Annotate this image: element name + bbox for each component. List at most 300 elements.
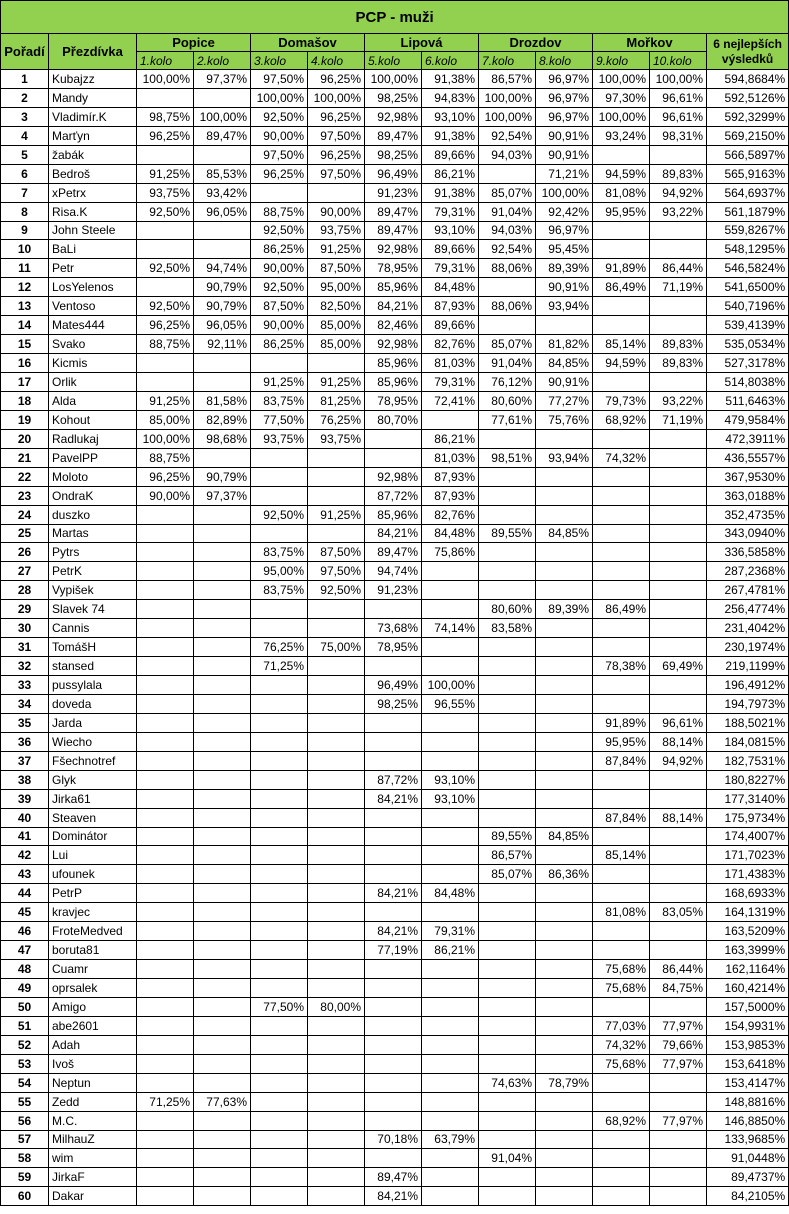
round-score-cell: 85,07% bbox=[479, 183, 536, 202]
round-score-cell: 79,31% bbox=[422, 202, 479, 221]
total-cell: 367,9530% bbox=[707, 467, 789, 486]
rank-cell: 2 bbox=[1, 88, 49, 107]
total-cell: 267,4781% bbox=[707, 581, 789, 600]
nick-cell: abe2601 bbox=[49, 1016, 137, 1035]
round-score-cell bbox=[137, 713, 194, 732]
round-header: 5.kolo bbox=[365, 52, 422, 70]
round-score-cell: 96,25% bbox=[308, 70, 365, 89]
round-score-cell: 91,04% bbox=[479, 202, 536, 221]
round-score-cell bbox=[308, 808, 365, 827]
rank-cell: 11 bbox=[1, 259, 49, 278]
round-score-cell bbox=[593, 1168, 650, 1187]
round-score-cell bbox=[308, 922, 365, 941]
total-cell: 196,4912% bbox=[707, 676, 789, 695]
table-row bbox=[1, 467, 789, 486]
round-score-cell bbox=[365, 903, 422, 922]
round-score-cell bbox=[365, 846, 422, 865]
round-score-cell: 89,47% bbox=[365, 221, 422, 240]
round-score-cell bbox=[308, 941, 365, 960]
round-score-cell: 75,68% bbox=[593, 979, 650, 998]
round-score-cell: 95,00% bbox=[308, 278, 365, 297]
nick-cell: ufounek bbox=[49, 865, 137, 884]
round-score-cell bbox=[194, 865, 251, 884]
round-score-cell bbox=[593, 1149, 650, 1168]
round-score-cell: 96,55% bbox=[422, 694, 479, 713]
round-score-cell: 89,83% bbox=[650, 335, 707, 354]
round-score-cell bbox=[308, 524, 365, 543]
round-score-cell: 93,42% bbox=[194, 183, 251, 202]
round-score-cell bbox=[194, 846, 251, 865]
round-score-cell bbox=[194, 1016, 251, 1035]
total-cell: 561,1879% bbox=[707, 202, 789, 221]
round-score-cell: 100,00% bbox=[650, 70, 707, 89]
round-score-cell: 90,00% bbox=[251, 316, 308, 335]
table-row bbox=[1, 903, 789, 922]
round-score-cell bbox=[536, 543, 593, 562]
round-score-cell: 96,25% bbox=[308, 145, 365, 164]
round-score-cell: 78,95% bbox=[365, 391, 422, 410]
round-score-cell: 94,59% bbox=[593, 164, 650, 183]
round-score-cell: 89,66% bbox=[422, 240, 479, 259]
nick-cell: kravjec bbox=[49, 903, 137, 922]
round-score-cell: 100,00% bbox=[308, 88, 365, 107]
rank-cell: 56 bbox=[1, 1111, 49, 1130]
round-score-cell: 81,25% bbox=[308, 391, 365, 410]
round-score-cell: 77,03% bbox=[593, 1016, 650, 1035]
round-score-cell bbox=[365, 865, 422, 884]
round-score-cell: 80,60% bbox=[479, 600, 536, 619]
round-score-cell: 87,50% bbox=[308, 543, 365, 562]
nick-cell: PetrP bbox=[49, 884, 137, 903]
round-score-cell bbox=[536, 1016, 593, 1035]
round-score-cell bbox=[194, 638, 251, 657]
round-score-cell: 92,50% bbox=[251, 278, 308, 297]
round-score-cell: 94,92% bbox=[650, 751, 707, 770]
nick-cell: LosYelenos bbox=[49, 278, 137, 297]
round-score-cell bbox=[593, 884, 650, 903]
round-score-cell bbox=[650, 827, 707, 846]
round-score-cell bbox=[422, 846, 479, 865]
round-score-cell bbox=[650, 941, 707, 960]
round-score-cell: 75,68% bbox=[593, 960, 650, 979]
round-score-cell bbox=[422, 600, 479, 619]
round-score-cell bbox=[593, 524, 650, 543]
nick-cell: FroteMedved bbox=[49, 922, 137, 941]
round-score-cell bbox=[308, 770, 365, 789]
round-score-cell bbox=[137, 354, 194, 373]
round-score-cell bbox=[479, 903, 536, 922]
round-score-cell: 84,85% bbox=[536, 524, 593, 543]
round-score-cell bbox=[365, 1092, 422, 1111]
round-score-cell: 85,00% bbox=[308, 316, 365, 335]
round-score-cell bbox=[194, 694, 251, 713]
round-score-cell bbox=[137, 505, 194, 524]
round-score-cell: 84,21% bbox=[365, 297, 422, 316]
round-score-cell: 81,08% bbox=[593, 183, 650, 202]
round-score-cell bbox=[194, 145, 251, 164]
table-row bbox=[1, 240, 789, 259]
round-score-cell: 84,21% bbox=[365, 789, 422, 808]
round-score-cell: 88,75% bbox=[137, 335, 194, 354]
table-row bbox=[1, 1054, 789, 1073]
round-score-cell: 88,14% bbox=[650, 808, 707, 827]
round-score-cell bbox=[536, 1168, 593, 1187]
round-score-cell: 94,59% bbox=[593, 354, 650, 373]
total-cell: 133,9685% bbox=[707, 1130, 789, 1149]
round-score-cell bbox=[137, 524, 194, 543]
round-score-cell bbox=[536, 846, 593, 865]
total-cell: 564,6937% bbox=[707, 183, 789, 202]
table-row bbox=[1, 619, 789, 638]
round-score-cell bbox=[194, 922, 251, 941]
total-cell: 541,6500% bbox=[707, 278, 789, 297]
round-score-cell: 88,14% bbox=[650, 732, 707, 751]
round-score-cell bbox=[308, 183, 365, 202]
round-score-cell bbox=[137, 865, 194, 884]
round-score-cell bbox=[536, 903, 593, 922]
round-score-cell bbox=[536, 486, 593, 505]
round-score-cell: 75,86% bbox=[422, 543, 479, 562]
round-score-cell bbox=[650, 581, 707, 600]
round-score-cell: 85,14% bbox=[593, 335, 650, 354]
round-score-cell bbox=[365, 1035, 422, 1054]
nick-cell: Dominátor bbox=[49, 827, 137, 846]
round-score-cell bbox=[536, 581, 593, 600]
rank-cell: 45 bbox=[1, 903, 49, 922]
total-cell: 511,6463% bbox=[707, 391, 789, 410]
round-score-cell: 81,58% bbox=[194, 391, 251, 410]
round-score-cell: 84,21% bbox=[365, 922, 422, 941]
round-score-cell bbox=[650, 619, 707, 638]
total-cell: 184,0815% bbox=[707, 732, 789, 751]
round-score-cell: 96,97% bbox=[536, 88, 593, 107]
round-score-cell bbox=[137, 638, 194, 657]
nick-cell: Steaven bbox=[49, 808, 137, 827]
round-score-cell: 98,25% bbox=[365, 88, 422, 107]
nick-cell: Vladimír.K bbox=[49, 107, 137, 126]
round-score-cell bbox=[422, 1187, 479, 1206]
round-score-cell bbox=[194, 827, 251, 846]
round-score-cell bbox=[422, 1092, 479, 1111]
round-score-cell bbox=[308, 600, 365, 619]
venue-header-domasov: Domašov bbox=[251, 34, 365, 52]
rank-cell: 17 bbox=[1, 373, 49, 392]
round-score-cell: 91,89% bbox=[593, 259, 650, 278]
round-score-cell bbox=[593, 297, 650, 316]
table-row bbox=[1, 278, 789, 297]
round-score-cell bbox=[365, 979, 422, 998]
round-score-cell bbox=[365, 448, 422, 467]
round-header: 1.kolo bbox=[137, 52, 194, 70]
round-score-cell: 86,49% bbox=[593, 600, 650, 619]
round-score-cell: 89,47% bbox=[365, 543, 422, 562]
round-score-cell bbox=[479, 657, 536, 676]
round-score-cell bbox=[137, 960, 194, 979]
round-score-cell: 100,00% bbox=[137, 70, 194, 89]
rank-cell: 1 bbox=[1, 70, 49, 89]
table-row bbox=[1, 846, 789, 865]
nick-cell: Ventoso bbox=[49, 297, 137, 316]
round-score-cell bbox=[479, 751, 536, 770]
total-cell: 539,4139% bbox=[707, 316, 789, 335]
round-score-cell bbox=[422, 827, 479, 846]
total-cell: 231,4042% bbox=[707, 619, 789, 638]
round-score-cell bbox=[251, 676, 308, 695]
round-score-cell bbox=[536, 316, 593, 335]
round-score-cell: 96,25% bbox=[251, 164, 308, 183]
table-row bbox=[1, 543, 789, 562]
round-score-cell bbox=[365, 960, 422, 979]
round-score-cell: 100,00% bbox=[593, 107, 650, 126]
round-score-cell: 91,25% bbox=[308, 373, 365, 392]
round-score-cell bbox=[194, 789, 251, 808]
table-row bbox=[1, 808, 789, 827]
round-score-cell: 83,58% bbox=[479, 619, 536, 638]
round-score-cell: 91,38% bbox=[422, 70, 479, 89]
round-score-cell bbox=[251, 846, 308, 865]
table-row bbox=[1, 941, 789, 960]
nick-cell: Glyk bbox=[49, 770, 137, 789]
total-cell: 146,8850% bbox=[707, 1111, 789, 1130]
round-score-cell: 68,92% bbox=[593, 1111, 650, 1130]
round-score-cell bbox=[422, 1016, 479, 1035]
rank-cell: 18 bbox=[1, 391, 49, 410]
round-score-cell bbox=[194, 448, 251, 467]
table-row bbox=[1, 505, 789, 524]
rank-header: Pořadí bbox=[1, 34, 49, 70]
round-score-cell bbox=[593, 581, 650, 600]
round-score-cell bbox=[251, 713, 308, 732]
rank-cell: 31 bbox=[1, 638, 49, 657]
round-score-cell: 79,31% bbox=[422, 259, 479, 278]
round-score-cell: 87,93% bbox=[422, 486, 479, 505]
round-score-cell bbox=[194, 676, 251, 695]
round-score-cell bbox=[479, 979, 536, 998]
table-row bbox=[1, 202, 789, 221]
round-score-cell: 92,98% bbox=[365, 240, 422, 259]
round-score-cell: 100,00% bbox=[137, 429, 194, 448]
round-header: 2.kolo bbox=[194, 52, 251, 70]
round-score-cell bbox=[251, 979, 308, 998]
round-score-cell: 86,21% bbox=[422, 941, 479, 960]
round-score-cell: 100,00% bbox=[479, 88, 536, 107]
round-score-cell bbox=[650, 524, 707, 543]
round-score-cell bbox=[194, 997, 251, 1016]
round-score-cell: 84,85% bbox=[536, 354, 593, 373]
table-row bbox=[1, 410, 789, 429]
round-score-cell bbox=[650, 316, 707, 335]
round-score-cell bbox=[251, 694, 308, 713]
round-score-cell bbox=[479, 1035, 536, 1054]
round-score-cell: 96,49% bbox=[365, 676, 422, 695]
round-score-cell bbox=[536, 1054, 593, 1073]
round-score-cell bbox=[137, 884, 194, 903]
table-row bbox=[1, 373, 789, 392]
round-score-cell: 78,95% bbox=[365, 259, 422, 278]
nick-cell: TomášH bbox=[49, 638, 137, 657]
table-row bbox=[1, 126, 789, 145]
table-row bbox=[1, 145, 789, 164]
table-row bbox=[1, 562, 789, 581]
table-row bbox=[1, 997, 789, 1016]
total-cell: 566,5897% bbox=[707, 145, 789, 164]
round-score-cell: 89,83% bbox=[650, 354, 707, 373]
round-score-cell bbox=[137, 789, 194, 808]
round-score-cell: 80,70% bbox=[365, 410, 422, 429]
total-cell: 163,3999% bbox=[707, 941, 789, 960]
round-score-cell: 89,39% bbox=[536, 600, 593, 619]
total-cell: 352,4735% bbox=[707, 505, 789, 524]
round-score-cell: 96,61% bbox=[650, 88, 707, 107]
round-score-cell: 95,45% bbox=[536, 240, 593, 259]
round-score-cell bbox=[422, 960, 479, 979]
table-row bbox=[1, 1187, 789, 1206]
total-cell: 162,1164% bbox=[707, 960, 789, 979]
round-header: 10.kolo bbox=[650, 52, 707, 70]
table-row bbox=[1, 922, 789, 941]
nick-cell: boruta81 bbox=[49, 941, 137, 960]
round-score-cell bbox=[308, 467, 365, 486]
round-score-cell: 100,00% bbox=[536, 183, 593, 202]
table-row bbox=[1, 1149, 789, 1168]
round-score-cell: 80,60% bbox=[479, 391, 536, 410]
rank-cell: 52 bbox=[1, 1035, 49, 1054]
table-row bbox=[1, 448, 789, 467]
round-score-cell: 71,19% bbox=[650, 278, 707, 297]
nick-cell: Vypišek bbox=[49, 581, 137, 600]
round-score-cell: 77,50% bbox=[251, 410, 308, 429]
total-cell: 230,1974% bbox=[707, 638, 789, 657]
round-score-cell bbox=[194, 884, 251, 903]
total-cell: 436,5557% bbox=[707, 448, 789, 467]
round-score-cell: 91,04% bbox=[479, 1149, 536, 1168]
round-score-cell bbox=[365, 1016, 422, 1035]
round-header: 9.kolo bbox=[593, 52, 650, 70]
table-row bbox=[1, 297, 789, 316]
rank-cell: 59 bbox=[1, 1168, 49, 1187]
nick-cell: Alda bbox=[49, 391, 137, 410]
round-score-cell: 93,22% bbox=[650, 202, 707, 221]
round-score-cell: 76,25% bbox=[251, 638, 308, 657]
round-score-cell: 77,50% bbox=[251, 997, 308, 1016]
round-score-cell bbox=[422, 638, 479, 657]
round-score-cell bbox=[479, 278, 536, 297]
round-score-cell bbox=[536, 1035, 593, 1054]
round-score-cell bbox=[137, 997, 194, 1016]
round-score-cell bbox=[479, 713, 536, 732]
table-row bbox=[1, 694, 789, 713]
round-score-cell bbox=[251, 903, 308, 922]
table-row bbox=[1, 524, 789, 543]
round-score-cell bbox=[593, 1187, 650, 1206]
nick-cell: Amigo bbox=[49, 997, 137, 1016]
round-score-cell bbox=[137, 1073, 194, 1092]
round-score-cell bbox=[137, 903, 194, 922]
round-score-cell: 88,06% bbox=[479, 297, 536, 316]
round-score-cell bbox=[194, 240, 251, 259]
table-row bbox=[1, 770, 789, 789]
round-score-cell: 89,47% bbox=[365, 126, 422, 145]
round-score-cell: 77,61% bbox=[479, 410, 536, 429]
round-score-cell: 100,00% bbox=[365, 70, 422, 89]
round-score-cell bbox=[308, 1092, 365, 1111]
total-cell: 171,7023% bbox=[707, 846, 789, 865]
round-score-cell bbox=[365, 1054, 422, 1073]
round-score-cell bbox=[251, 183, 308, 202]
round-score-cell bbox=[194, 1168, 251, 1187]
round-score-cell bbox=[650, 373, 707, 392]
round-score-cell bbox=[194, 960, 251, 979]
round-score-cell bbox=[308, 1054, 365, 1073]
rank-cell: 36 bbox=[1, 732, 49, 751]
nick-cell: Cuamr bbox=[49, 960, 137, 979]
round-score-cell: 97,50% bbox=[308, 126, 365, 145]
round-score-cell: 76,25% bbox=[308, 410, 365, 429]
round-score-cell: 96,25% bbox=[137, 467, 194, 486]
round-score-cell bbox=[194, 1035, 251, 1054]
round-score-cell: 98,31% bbox=[650, 126, 707, 145]
round-score-cell bbox=[650, 1149, 707, 1168]
round-score-cell bbox=[536, 941, 593, 960]
round-score-cell bbox=[479, 1111, 536, 1130]
round-score-cell: 88,75% bbox=[251, 202, 308, 221]
round-score-cell bbox=[593, 827, 650, 846]
round-score-cell: 90,91% bbox=[536, 145, 593, 164]
rank-cell: 5 bbox=[1, 145, 49, 164]
round-score-cell bbox=[593, 997, 650, 1016]
round-score-cell: 92,50% bbox=[308, 581, 365, 600]
round-score-cell bbox=[251, 524, 308, 543]
table-row bbox=[1, 1130, 789, 1149]
round-score-cell: 86,25% bbox=[251, 335, 308, 354]
nick-cell: M.C. bbox=[49, 1111, 137, 1130]
nick-cell: PetrK bbox=[49, 562, 137, 581]
round-score-cell bbox=[194, 581, 251, 600]
round-score-cell bbox=[194, 505, 251, 524]
table-row bbox=[1, 600, 789, 619]
round-score-cell: 93,75% bbox=[251, 429, 308, 448]
round-score-cell: 100,00% bbox=[194, 107, 251, 126]
nick-cell: BaLi bbox=[49, 240, 137, 259]
round-score-cell: 97,50% bbox=[308, 562, 365, 581]
total-cell: 527,3178% bbox=[707, 354, 789, 373]
nick-cell: Cannis bbox=[49, 619, 137, 638]
rank-cell: 41 bbox=[1, 827, 49, 846]
round-score-cell bbox=[308, 865, 365, 884]
round-score-cell bbox=[650, 543, 707, 562]
round-score-cell bbox=[479, 467, 536, 486]
table-row bbox=[1, 751, 789, 770]
round-score-cell: 88,75% bbox=[137, 448, 194, 467]
round-score-cell: 89,47% bbox=[194, 126, 251, 145]
nick-cell: Kohout bbox=[49, 410, 137, 429]
total-cell: 153,9853% bbox=[707, 1035, 789, 1054]
round-score-cell bbox=[479, 770, 536, 789]
round-score-cell bbox=[593, 638, 650, 657]
round-score-cell bbox=[308, 789, 365, 808]
round-score-cell: 85,00% bbox=[308, 335, 365, 354]
round-score-cell bbox=[536, 505, 593, 524]
round-score-cell bbox=[137, 562, 194, 581]
round-score-cell: 81,03% bbox=[422, 354, 479, 373]
round-score-cell bbox=[536, 562, 593, 581]
total-cell: 540,7196% bbox=[707, 297, 789, 316]
round-score-cell: 90,79% bbox=[194, 297, 251, 316]
nick-cell: JirkaF bbox=[49, 1168, 137, 1187]
round-score-cell: 96,97% bbox=[536, 107, 593, 126]
round-score-cell: 91,25% bbox=[251, 373, 308, 392]
round-score-cell bbox=[194, 1149, 251, 1168]
